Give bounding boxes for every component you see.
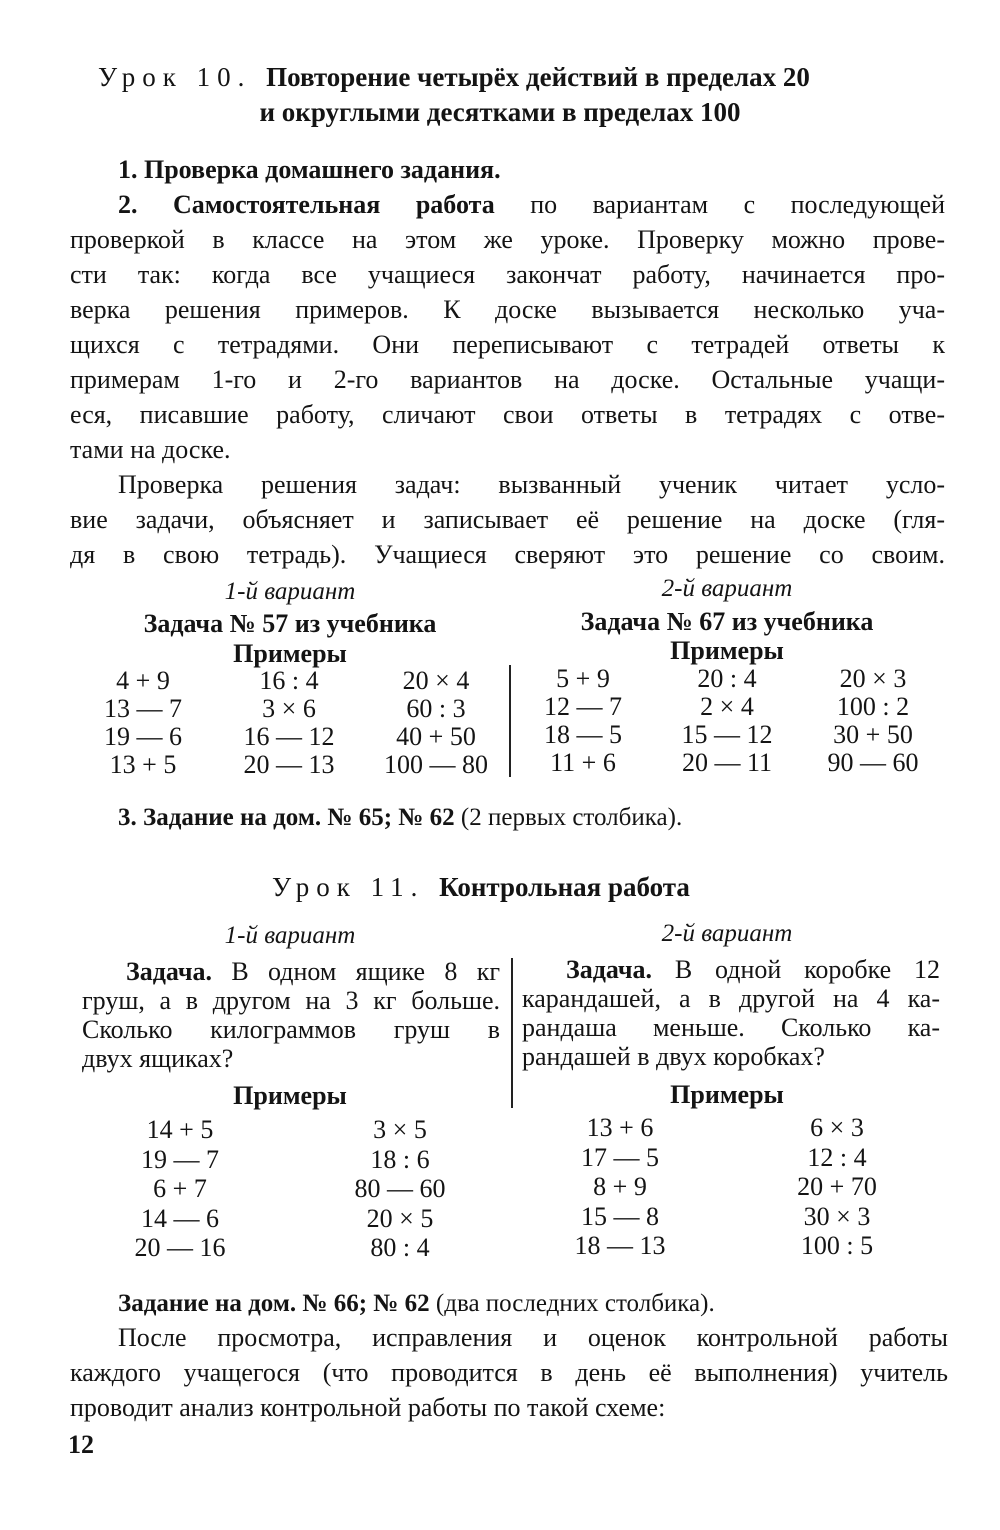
item2-line: щихся с тетрадями. Они переписывают с тетрадей ответы к [70,330,945,359]
example: 4 + 9 [116,666,170,695]
item2-first-line [70,187,945,222]
task-line: рандаша меньше. Сколько ка- [522,1013,940,1042]
example: 18 : 6 [370,1144,430,1174]
lesson10-homework-label: 3. Задание на дом. № 65; № 62 [118,804,455,831]
example: 90 — 60 [827,748,919,777]
lesson10-title-line1 [98,62,810,93]
lesson10-check-paragraph [70,467,945,572]
task-line: рандашей в двух коробках? [522,1042,825,1071]
item2-line: еся, писавшие работу, сличают свои ответы в тетрадях с отве- [70,400,945,429]
l10-v2-col2 [652,665,802,777]
lesson11-variant1-task [82,957,500,1073]
example: 16 : 4 [259,666,319,695]
check-line: дя в свою тетрадь). Учащиеся сверяют это решение со своим. [70,540,945,569]
example: 11 + 6 [550,748,616,777]
after-line: проводит анализ контрольной работы по такой схеме: [70,1393,666,1422]
task-line: В одном ящике 8 кг [231,957,500,986]
example: 20 + 70 [797,1172,877,1201]
example: 20 × 4 [402,666,470,695]
example: 40 + 50 [396,722,476,751]
example: 16 — 12 [243,722,335,751]
example: 20 — 13 [243,750,335,779]
task-line: Сколько килограммов груш в [82,1015,500,1044]
lesson10-variant1-task: Задача № 57 из учебника [143,609,437,638]
lesson11-variant1-examples-heading: Примеры [233,1081,347,1110]
example: 6 + 7 [153,1174,207,1203]
example: 12 — 7 [544,692,622,721]
example: 15 — 8 [581,1201,659,1231]
item2-line: проверкой в классе на этом же уроке. Проверку можно прове- [70,225,945,254]
example: 2 × 4 [700,692,754,721]
l10-v2-col3 [798,665,948,777]
example: 13 + 5 [109,750,177,779]
example: 19 — 7 [141,1144,219,1174]
example: 14 + 5 [146,1115,214,1144]
example: 18 — 5 [544,720,622,749]
page-number: 12 [68,1430,94,1459]
lesson11-variant-divider [511,958,513,1108]
l11-v2-col2 [762,1113,912,1261]
item2-bold-label: 2. Самостоятельная работа [118,190,495,219]
example: 6 × 3 [810,1113,864,1142]
task-line: двух ящиках? [82,1044,234,1073]
example: 18 — 13 [574,1231,666,1260]
lesson11-after-paragraph [70,1320,948,1425]
example: 20 — 11 [681,748,773,777]
example: 14 — 6 [141,1203,219,1233]
lesson10-homework-note: (2 первых столбика). [460,804,683,831]
item2-line: верка решения примеров. К доске вызывается несколько уча- [70,295,945,324]
example: 17 — 5 [581,1142,659,1172]
lesson11-variant2-task [522,955,940,1071]
example: 100 : 5 [800,1231,874,1260]
example: 30 × 3 [803,1201,871,1231]
example: 80 — 60 [354,1174,446,1203]
after-line: каждого учащегося (что проводится в день её выполнения) учитель [70,1358,948,1387]
item2-line: сти так: когда все учащиеся закончат работу, начинается про- [70,260,945,289]
lesson11-homework [118,1286,715,1321]
lesson11-homework-label: Задание на дом. № 66; № 62 [118,1290,430,1317]
l10-v1-col3 [361,667,511,779]
lesson11-variant1-heading: 1-й вариант [224,922,356,949]
example: 20 × 3 [839,664,907,693]
lesson10-label: Урок 10. [98,62,252,92]
task-line: карандашей, а в другой на 4 ка- [522,984,940,1013]
example: 100 : 2 [836,692,910,721]
example: 13 — 7 [104,694,182,723]
lesson10-title-text: Повторение четырёх действий в пределах 20 [266,62,810,92]
lesson11-title [272,872,690,903]
lesson10-homework [118,800,682,835]
lesson10-item2-paragraph [70,187,945,467]
example: 20 × 5 [366,1203,434,1233]
lesson10-title-line2: и округлыми десятками в пределах 100 [259,97,741,127]
example: 19 — 6 [104,722,182,751]
example: 100 — 80 [384,750,488,779]
lesson11-homework-note: (два последних столбика). [435,1290,715,1317]
lesson11-label: Урок 11. [272,872,425,902]
task-label: Задача. [566,955,652,984]
item2-line: тами на доске. [70,435,231,464]
after-line: После просмотра, исправления и оценок контрольной работы [118,1323,948,1352]
example: 15 — 12 [681,720,773,749]
l11-v1-col2 [325,1115,475,1263]
lesson10-variant2-examples-heading: Примеры [670,636,784,665]
l11-v2-col1 [545,1113,695,1261]
check-line: Проверка решения задач: вызванный ученик читает усло- [118,470,945,499]
l10-v1-col2 [214,667,364,779]
lesson10-variant2-heading: 2-й вариант [661,575,793,602]
item2-line: примерам 1-го и 2-го вариантов на доске. Остальные учащи- [70,365,945,394]
example: 30 + 50 [833,720,913,749]
check-line: вие задачи, объясняет и записывает её решение на доске (гля- [70,505,945,534]
l10-v1-col1 [68,667,218,779]
example: 8 + 9 [593,1172,647,1201]
example: 20 : 4 [697,664,757,693]
lesson11-variant2-heading: 2-й вариант [661,920,793,947]
lesson10-variant1-heading: 1-й вариант [224,578,356,605]
lesson10-variant1-examples-heading: Примеры [233,639,347,668]
task-line: груш, а в другом на 3 кг больше. [82,986,500,1015]
example: 60 : 3 [406,694,466,723]
example: 13 + 6 [586,1113,654,1142]
l11-v1-col1 [105,1115,255,1263]
example: 20 — 16 [134,1233,226,1262]
task-line: В одной коробке 12 [674,955,941,984]
task-first-line [82,957,500,986]
lesson10-item1: 1. Проверка домашнего задания. [118,155,501,184]
task-first-line [522,955,940,984]
example: 3 × 6 [262,694,316,723]
example: 80 : 4 [370,1233,430,1262]
task-label: Задача. [126,957,212,986]
lesson10-variant2-task: Задача № 67 из учебника [580,607,874,636]
lesson11-variant2-examples-heading: Примеры [670,1080,784,1109]
example: 5 + 9 [556,664,610,693]
l10-v2-col1 [508,665,658,777]
example: 12 : 4 [807,1142,867,1172]
example: 3 × 5 [373,1115,427,1144]
lesson11-title-text: Контрольная работа [439,872,690,902]
item2-line: по вариантам с последующей [530,190,945,219]
